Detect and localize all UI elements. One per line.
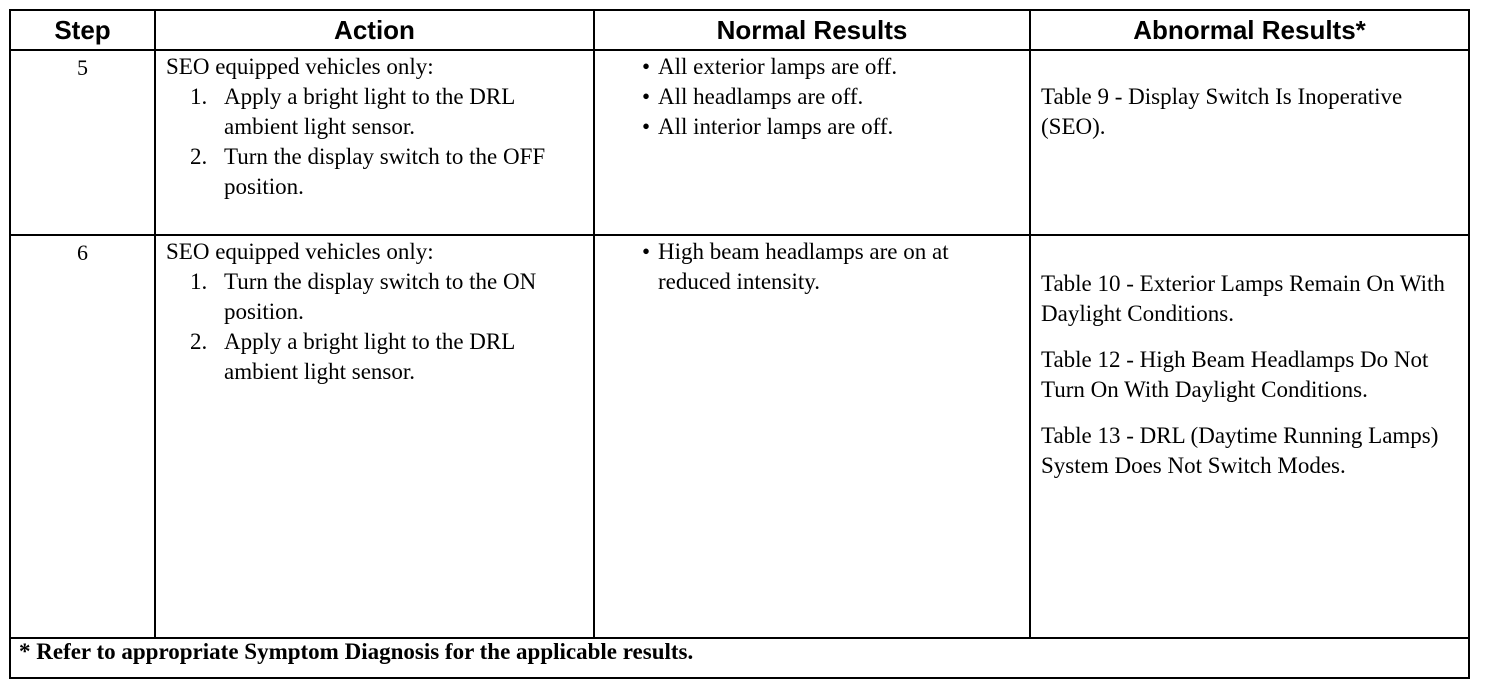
action-step-text: Turn the display switch to the ON position. [224,269,537,324]
abnormal-results-cell [1030,235,1469,638]
action-step-number: 2. [190,144,208,169]
action-step-text: Apply a bright light to the DRL ambient light sensor. [224,84,515,139]
action-steps [166,82,587,202]
header-action: Action [155,10,594,50]
abnormal-result-reference: Table 13 - DRL (Daytime Running Lamps) System Does Not Switch Modes. [1041,423,1439,478]
table-row-step-5 [10,50,1469,235]
normal-result-item [605,52,1023,82]
bullet-icon: • [642,84,651,109]
header-abnormal-results: Abnormal Results* [1030,10,1469,50]
normal-results-list [605,52,1023,142]
normal-result-text: High beam headlamps are on at reduced intensity. [658,239,949,294]
normal-results-list [605,237,1023,297]
bullet-icon: • [642,54,651,79]
diagnostic-table [9,9,1470,679]
action-step [166,327,587,387]
table-row-step-6 [10,235,1469,638]
action-cell [155,235,594,638]
normal-result-text: All headlamps are off. [658,84,864,109]
action-step-text: Apply a bright light to the DRL ambient light sensor. [224,329,515,384]
footnote: * Refer to appropriate Symptom Diagnosis for the applicable results. [10,638,1469,678]
header-row [10,10,1469,50]
normal-result-text: All exterior lamps are off. [658,54,898,79]
action-step [166,82,587,142]
normal-result-text: All interior lamps are off. [658,114,894,139]
action-cell [155,50,594,235]
action-step-text: Turn the display switch to the OFF position. [224,144,546,199]
bullet-icon: • [642,114,651,139]
header-normal-results: Normal Results [594,10,1030,50]
diagnostic-page [9,9,1468,664]
action-step-number: 2. [190,329,208,354]
normal-results-cell [594,50,1030,235]
normal-result-item [605,82,1023,112]
action-step-number: 1. [190,84,208,109]
normal-result-item [605,237,1023,297]
abnormal-result-reference: Table 12 - High Beam Headlamps Do Not Turn On With Daylight Conditions. [1041,347,1429,402]
action-step [166,267,587,327]
action-intro: SEO equipped vehicles only: [166,239,434,264]
normal-result-item [605,112,1023,142]
footnote-row [10,638,1469,678]
abnormal-result-reference: Table 9 - Display Switch Is Inoperative (SEO). [1041,84,1403,139]
abnormal-result-reference: Table 10 - Exterior Lamps Remain On With Daylight Conditions. [1041,271,1445,326]
header-step: Step [10,10,155,50]
normal-results-cell [594,235,1030,638]
action-step [166,142,587,202]
abnormal-results-cell [1030,50,1469,235]
step-number: 5 [10,50,155,235]
step-number: 6 [10,235,155,638]
action-intro: SEO equipped vehicles only: [166,54,434,79]
action-steps [166,267,587,387]
bullet-icon: • [642,239,651,264]
action-step-number: 1. [190,269,208,294]
